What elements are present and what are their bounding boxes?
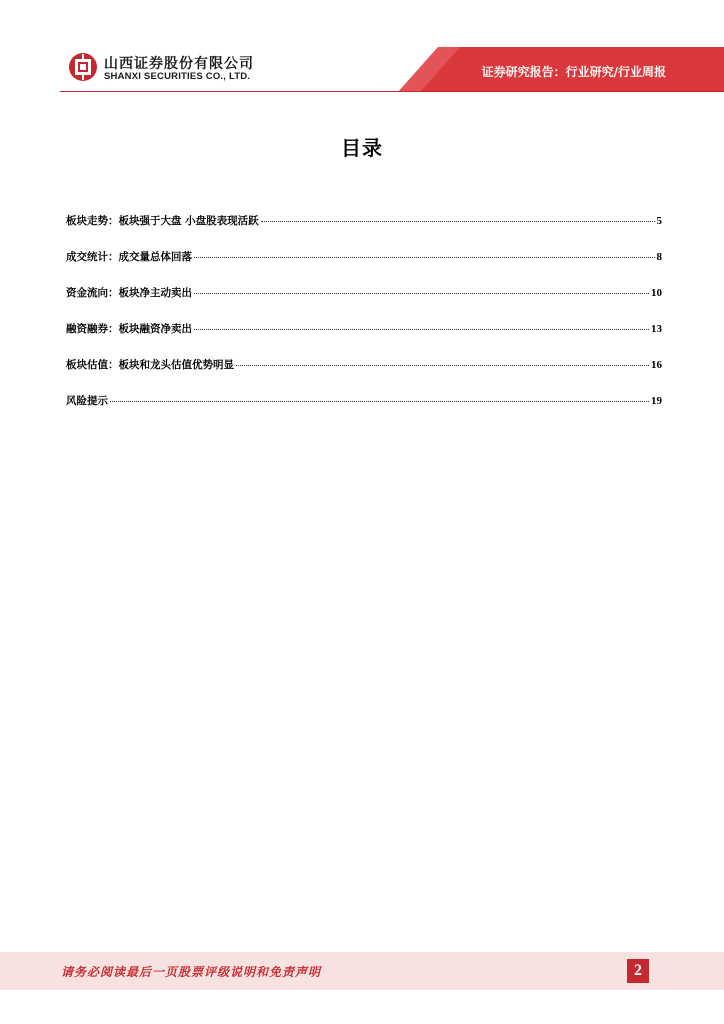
toc-entry-label: 板块走势：板块强于大盘 小盘股表现活跃 <box>66 215 259 227</box>
company-name-en: SHANXI SECURITIES CO., LTD. <box>104 71 251 82</box>
page-header <box>0 0 724 92</box>
page-number: 2 <box>627 959 649 983</box>
toc-leader-dots <box>236 365 649 366</box>
toc-entry[interactable] <box>66 393 662 429</box>
toc-leader-dots <box>194 257 655 258</box>
toc-entry-page: 13 <box>651 323 662 335</box>
company-logo-icon <box>68 52 98 82</box>
toc-leader-dots <box>261 221 655 222</box>
toc-entry-label: 板块估值：板块和龙头估值优势明显 <box>66 359 234 371</box>
table-of-contents <box>66 213 662 429</box>
company-name-cn: 山西证券股份有限公司 <box>104 56 254 72</box>
toc-entry-page: 5 <box>656 215 662 227</box>
toc-entry[interactable] <box>66 357 662 393</box>
toc-entry-page: 19 <box>651 395 662 407</box>
toc-entry[interactable] <box>66 285 662 321</box>
toc-entry[interactable] <box>66 213 662 249</box>
toc-entry-label: 成交统计：成交量总体回落 <box>66 251 192 263</box>
page-footer <box>0 952 724 990</box>
toc-entry[interactable] <box>66 321 662 357</box>
toc-entry-label: 融资融券：板块融资净卖出 <box>66 323 192 335</box>
toc-entry[interactable] <box>66 249 662 285</box>
toc-entry-page: 8 <box>656 251 662 263</box>
toc-entry-label: 资金流向：板块净主动卖出 <box>66 287 192 299</box>
toc-entry-page: 16 <box>651 359 662 371</box>
toc-entry-label: 风险提示 <box>66 395 108 407</box>
toc-entry-page: 10 <box>651 287 662 299</box>
report-type-label: 证券研究报告：行业研究/行业周报 <box>481 65 666 79</box>
toc-leader-dots <box>194 329 649 330</box>
toc-leader-dots <box>110 401 649 402</box>
disclaimer-notice: 请务必阅读最后一页股票评级说明和免责声明 <box>61 965 322 979</box>
toc-leader-dots <box>194 293 649 294</box>
page-title: 目录 <box>341 136 383 160</box>
